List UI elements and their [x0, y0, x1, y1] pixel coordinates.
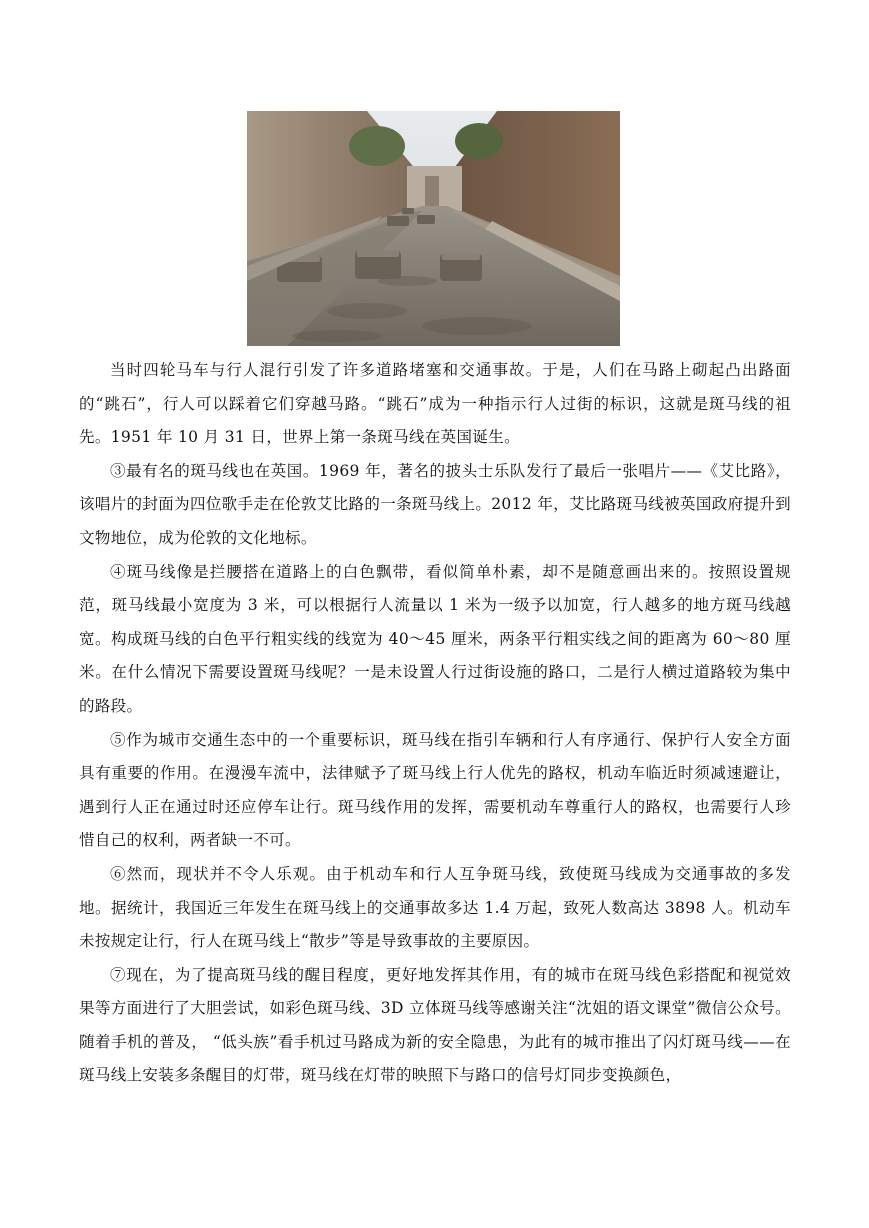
- paragraph-7-innovations: ⑦现在，为了提高斑马线的醒目程度，更好地发挥其作用，有的城市在斑马线色彩搭配和视觉效果等方面进行了大胆尝试，如彩色斑马线、3D 立体斑马线等感谢关注“沈姐的语文课堂”微信公众号。随着手机的普及， “低头族”看手机过马路成为新的安全隐患，为此有的城市推出了闪灯斑马线——在斑马线上安装多条醒目的灯带，斑马线在灯带的映照下与路口的信号灯同步变换颜色，: [79, 965, 791, 1085]
- article-body: [79, 354, 791, 1093]
- street-photo-illustration: [247, 111, 620, 346]
- paragraph-3-abbey-road: ③最有名的斑马线也在英国。1969 年，著名的披头士乐队发行了最后一张唱片——《艾比路》，该唱片的封面为四位歌手走在伦敦艾比路的一条斑马线上。2012 年，艾比路斑马线被英国政府提升到文物地位，成为伦敦的文化地标。: [79, 461, 791, 547]
- paragraph-5-importance: ⑤作为城市交通生态中的一个重要标识，斑马线在指引车辆和行人有序通行、保护行人安全方面具有重要的作用。在漫漫车流中，法律赋予了斑马线上行人优先的路权，机动车临近时须减速避让，遇到行人正在通过时还应停车让行。斑马线作用的发挥，需要机动车尊重行人的路权，也需要行人珍惜自己的权利，两者缺一不可。: [79, 730, 791, 850]
- paragraph-6-accidents: ⑥然而，现状并不令人乐观。由于机动车和行人互争斑马线，致使斑马线成为交通事故的多发地。据统计，我国近三年发生在斑马线上的交通事故多达 1.4 万起，致死人数高达 3898 人。机动车未按规定让行，行人在斑马线上“散步”等是导致事故的主要原因。: [79, 864, 791, 951]
- street-photo: [247, 111, 620, 346]
- paragraph-stepping-stones: 当时四轮马车与行人混行引发了许多道路堵塞和交通事故。于是，人们在马路上砌起凸出路面的“跳石”，行人可以踩着它们穿越马路。“跳石”成为一种指示行人过街的标识，这就是斑马线的祖先。1951 年 10 月 31 日，世界上第一条斑马线在英国诞生。: [79, 361, 791, 447]
- paragraph-4-specifications: ④斑马线像是拦腰搭在道路上的白色飘带，看似简单朴素，却不是随意画出来的。按照设置规范，斑马线最小宽度为 3 米，可以根据行人流量以 1 米为一级予以加宽，行人越多的地方斑马线越宽。构成斑马线的白色平行粗实线的线宽为 40～45 厘米，两条平行粗实线之间的距离为 60～80 厘米。在什么情况下需要设置斑马线呢？一是未设置人行过街设施的路口，二是行人横过道路较为集中的路段。: [79, 562, 791, 715]
